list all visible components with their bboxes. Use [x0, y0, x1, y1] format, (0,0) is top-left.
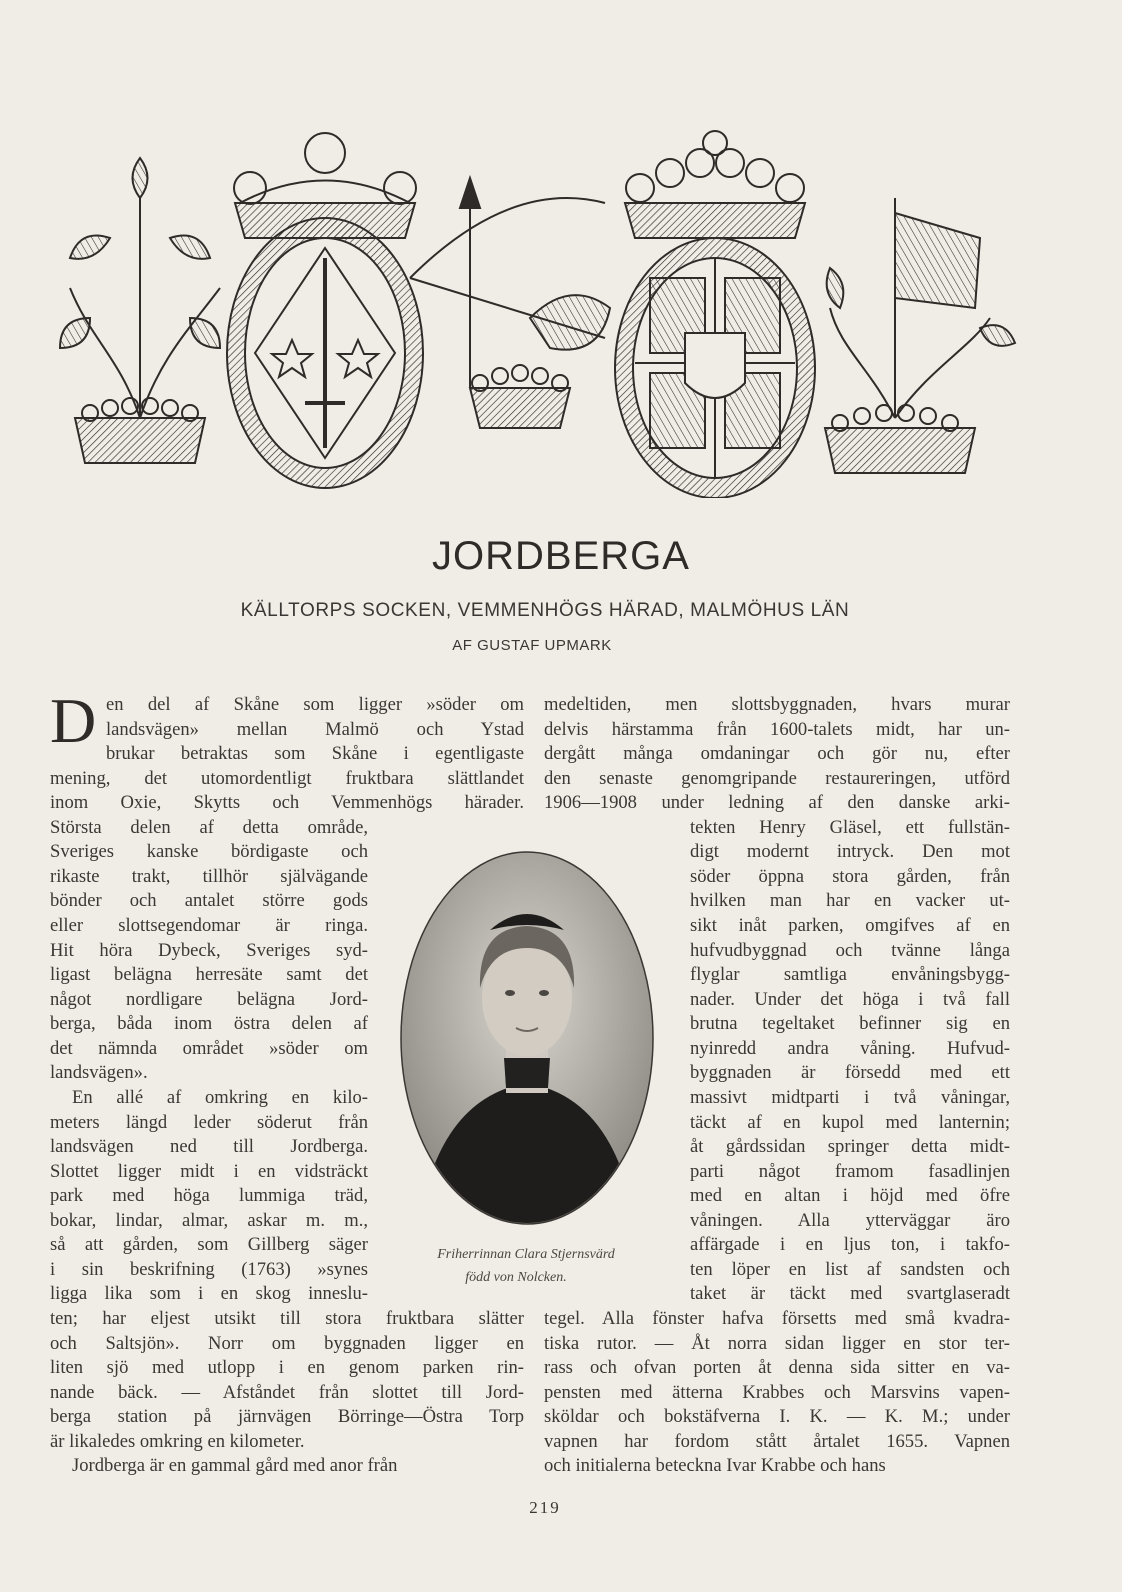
right-column-line: täckt af en kupol med lanternin;	[690, 1111, 1010, 1133]
right-column-line: affärgade i en ljus ton, i takfo-	[690, 1234, 1010, 1256]
left-column-line: Jordberga är en gammal gård med anor från	[72, 1455, 398, 1477]
left-column-line: bokar, lindar, almar, askar m. m.,	[50, 1209, 368, 1231]
right-column-line: tekten Henry Gläsel, ett fullstän-	[690, 816, 1010, 838]
left-column-line: En allé af omkring en kilo-	[72, 1086, 368, 1108]
portrait-photo	[398, 848, 656, 1228]
right-column-line: tegel. Alla fönster hafva försetts med små kvadra-	[544, 1308, 1010, 1329]
left-column-line: landsvägen».	[50, 1062, 148, 1084]
left-column-line: brukar betraktas som Skåne i egentligaste	[106, 743, 524, 765]
page-number: 219	[529, 1498, 561, 1517]
right-column-line: åt gårdssidan springer detta midt-	[690, 1136, 1010, 1158]
page-title: JORDBERGA	[432, 534, 690, 578]
left-column-line: meters längd leder söderut från	[50, 1111, 368, 1133]
right-column-line: sikt inåt parken, omgifves af en	[690, 915, 1010, 937]
left-column-line: ten; har eljest utsikt till stora fruktbara slätter	[50, 1308, 524, 1329]
right-column-line: hufvudbyggnad och tvänne långa	[690, 939, 1010, 961]
heraldic-banner	[50, 118, 1070, 498]
right-column-line: dergått många omdaningar och gör nu, efter	[544, 743, 1010, 765]
right-column-line: flyglar samtliga envåningsbygg-	[690, 964, 1010, 986]
right-column-line: massivt midtparti i två våningar,	[690, 1086, 1010, 1108]
right-column-line: 1906—1908 under ledning af den danske arki-	[544, 792, 1010, 814]
right-column-line: söder öppna stora gården, från	[690, 865, 1010, 887]
right-column-line: den senaste genomgripande restaureringen, utförd	[544, 767, 1010, 789]
author-byline: AF GUSTAF UPMARK	[452, 637, 612, 654]
left-column-line: är likaledes omkring en kilometer.	[50, 1430, 305, 1452]
left-column-line: en del af Skåne som ligger »söder om	[106, 694, 524, 715]
left-shield-emblem	[227, 133, 423, 488]
left-column-line: bönder och antalet större gods	[50, 890, 368, 912]
left-plant-crown-emblem	[60, 158, 220, 463]
drop-cap: D	[50, 685, 97, 756]
right-column-line: tiska rutor. — Åt norra sidan ligger en stor ter-	[544, 1332, 1010, 1354]
right-column-line: med en altan i höjd med öfre	[690, 1185, 1010, 1207]
right-column-line: nader. Under det höga i två fall	[690, 988, 1010, 1010]
left-column-line: liten sjö med utlopp i en genom parken rin-	[50, 1357, 524, 1379]
right-column-line: och initialerna beteckna Ivar Krabbe och hans	[544, 1455, 886, 1477]
left-column-line: rikaste trakt, tillhör självägande	[50, 865, 368, 887]
right-column-line: ten löper en list af sandsten och	[690, 1258, 1010, 1280]
right-column-line: digt modernt intryck. Den mot	[690, 841, 1010, 863]
right-column-line: våningen. Alla ytterväggar äro	[690, 1209, 1010, 1231]
right-column-line: parti något framom fasadlinjen	[690, 1160, 1010, 1182]
right-plant-flag-emblem	[825, 198, 1015, 473]
left-column-line: Slottet ligger midt i en vidsträckt	[50, 1160, 368, 1182]
left-column-line: Hit höra Dybeck, Sveriges syd-	[50, 939, 368, 961]
right-column-line: nyinredd andra våning. Hufvud-	[690, 1037, 1010, 1059]
left-column-line: och Saltsjön». Norr om byggnaden ligger en	[50, 1332, 524, 1354]
left-column-line: berga, båda inom östra delen af	[50, 1013, 368, 1035]
right-column-line: taket är täckt med svartglaseradt	[690, 1283, 1010, 1305]
left-column-line: något nordligare belägna Jord-	[50, 988, 368, 1010]
right-column-line: rass och ofvan porten åt denna sida sitter en va-	[544, 1357, 1010, 1379]
right-column-line: delvis härstamma från 1600-talets midt, har un-	[544, 718, 1010, 740]
left-column-line: ligast belägna herresäte samt det	[50, 964, 368, 986]
left-column-line: berga station på järnvägen Börringe—Östra Torp	[50, 1406, 524, 1428]
right-column-line: sköldar och bokstäfverna I. K. — K. M.; under	[544, 1406, 1010, 1428]
left-column-line: nande bäck. — Afståndet från slottet till Jord-	[50, 1381, 524, 1403]
portrait-caption-line-2: född von Nolcken.	[465, 1270, 567, 1285]
left-column-line: landsvägen» mellan Malmö och Ystad	[106, 718, 524, 740]
right-column-line: medeltiden, men slottsbyggnaden, hvars murar	[544, 694, 1010, 715]
right-column-line: brutna tegeltaket befinner sig en	[690, 1013, 1010, 1035]
left-column-line: i sin beskrifning (1763) »synes	[50, 1258, 368, 1280]
page-subtitle: KÄLLTORPS SOCKEN, VEMMENHÖGS HÄRAD, MALMÖHUS LÄN	[240, 600, 850, 621]
left-column-line: det nämnda området »söder om	[50, 1037, 368, 1059]
right-column-line: pensten med ätterna Krabbes och Marsvins vapen-	[544, 1381, 1010, 1403]
left-column-line: eller slottsegendomar är ringa.	[50, 915, 368, 937]
left-column-line: ligga lika som i en skog inneslu-	[50, 1283, 368, 1305]
right-shield-emblem	[615, 131, 815, 498]
right-column-line: vapnen har fordom stått årtalet 1655. Vapnen	[544, 1430, 1010, 1452]
left-column-line: inom Oxie, Skytts och Vemmenhögs härader.	[50, 792, 524, 814]
left-column-line: park med höga lummiga träd,	[50, 1185, 368, 1207]
portrait-caption-line-1: Friherrinnan Clara Stjernsvärd	[437, 1247, 615, 1262]
left-column-line: Största delen af detta område,	[50, 816, 368, 838]
left-column-line: Sveriges kanske bördigaste och	[50, 841, 368, 863]
right-column-line: byggnaden är försedd med ett	[690, 1062, 1010, 1084]
right-column-line: hvilken man har en vacker ut-	[690, 890, 1010, 912]
left-column-line: mening, det utomordentligt fruktbara slättlandet	[50, 767, 524, 789]
left-column-line: så att gården, som Gillberg säger	[50, 1234, 368, 1256]
left-column-line: landsvägen ned till Jordberga.	[50, 1136, 368, 1158]
bow-arrow-crown-emblem	[410, 178, 610, 428]
